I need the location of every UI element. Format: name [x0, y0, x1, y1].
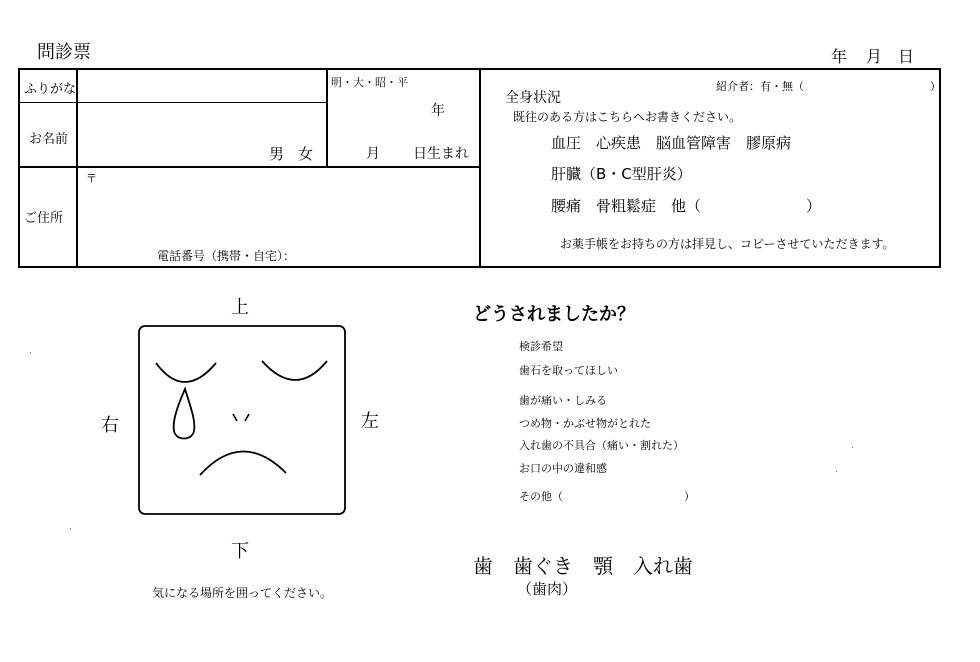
- reason-item[interactable]: 歯が痛い・しみる: [519, 394, 607, 407]
- conditions-row-2[interactable]: 肝臓（B・C型肝炎）: [551, 165, 692, 183]
- mouth-parts-note: （歯肉）: [517, 580, 578, 598]
- scan-speck: [30, 352, 31, 353]
- postal-mark: 〒: [86, 172, 97, 185]
- phone-label: 電話番号（携帯・自宅）：: [157, 249, 296, 263]
- health-title: 全身状況: [505, 90, 561, 106]
- face-left-label: 右: [101, 415, 119, 436]
- birth-day-label: 日生まれ: [413, 146, 469, 162]
- date-year-label: 年: [831, 47, 848, 66]
- furigana-label: ふりがな: [24, 82, 77, 97]
- conditions-row-1[interactable]: 血圧 心疾患 脳血管障害 膠原病: [551, 134, 792, 152]
- era-options[interactable]: 明・大・昭・平: [331, 76, 408, 89]
- referrer-label[interactable]: 紹介者：有・無（: [716, 80, 804, 93]
- left-eye-icon: [156, 363, 216, 382]
- face-diagram[interactable]: [136, 323, 348, 517]
- medication-note: お薬手帳をお持ちの方は拝見し、コピーさせていただきます。: [560, 237, 895, 251]
- face-right-label: 左: [361, 411, 379, 432]
- right-nostril-icon: [245, 414, 249, 421]
- reason-item[interactable]: 歯石を取ってほしい: [519, 364, 618, 377]
- left-nostril-icon: [233, 414, 237, 421]
- mouth-parts[interactable]: 歯 歯ぐき 顎 入れ歯: [473, 554, 693, 578]
- gender-female-option[interactable]: 女: [298, 145, 314, 163]
- page-title: 問診票: [37, 42, 91, 63]
- face-outline[interactable]: [139, 326, 345, 514]
- reason-item[interactable]: つめ物・かぶせ物がとれた: [519, 417, 651, 430]
- birth-year-label: 年: [431, 103, 445, 119]
- reason-heading: どうされましたか？: [473, 304, 635, 325]
- history-note: 既往のある方はこちらへお書きください。: [513, 110, 742, 124]
- face-instruction: 気になる場所を囲ってください。: [152, 586, 333, 600]
- scan-speck: [836, 471, 837, 472]
- reason-item[interactable]: 入れ歯の不具合（痛い・割れた）: [519, 439, 684, 452]
- right-eye-icon: [262, 361, 327, 380]
- date-day-label: 日: [898, 47, 915, 66]
- date-month-label: 月: [866, 47, 883, 66]
- reason-item[interactable]: 検診希望: [519, 340, 563, 353]
- gender-male-option[interactable]: 男: [269, 145, 285, 163]
- scan-speck: [852, 447, 853, 448]
- face-bottom-label: 下: [231, 541, 249, 562]
- teardrop-icon: [174, 389, 195, 439]
- reason-item-other[interactable]: その他（ ）: [519, 490, 695, 503]
- referrer-close: ）: [930, 80, 941, 93]
- furigana-input[interactable]: [79, 71, 324, 101]
- face-top-label: 上: [231, 297, 249, 318]
- address-input[interactable]: [79, 184, 474, 244]
- scan-speck: [70, 528, 71, 529]
- reason-item[interactable]: お口の中の違和感: [519, 462, 607, 475]
- conditions-row-3[interactable]: 腰痛 骨粗鬆症 他（ ）: [551, 197, 822, 215]
- address-label: ご住所: [24, 211, 64, 226]
- frown-mouth-icon: [200, 451, 286, 475]
- birth-month-label: 月: [366, 146, 380, 162]
- name-label: お名前: [29, 132, 69, 147]
- name-input[interactable]: [79, 104, 259, 164]
